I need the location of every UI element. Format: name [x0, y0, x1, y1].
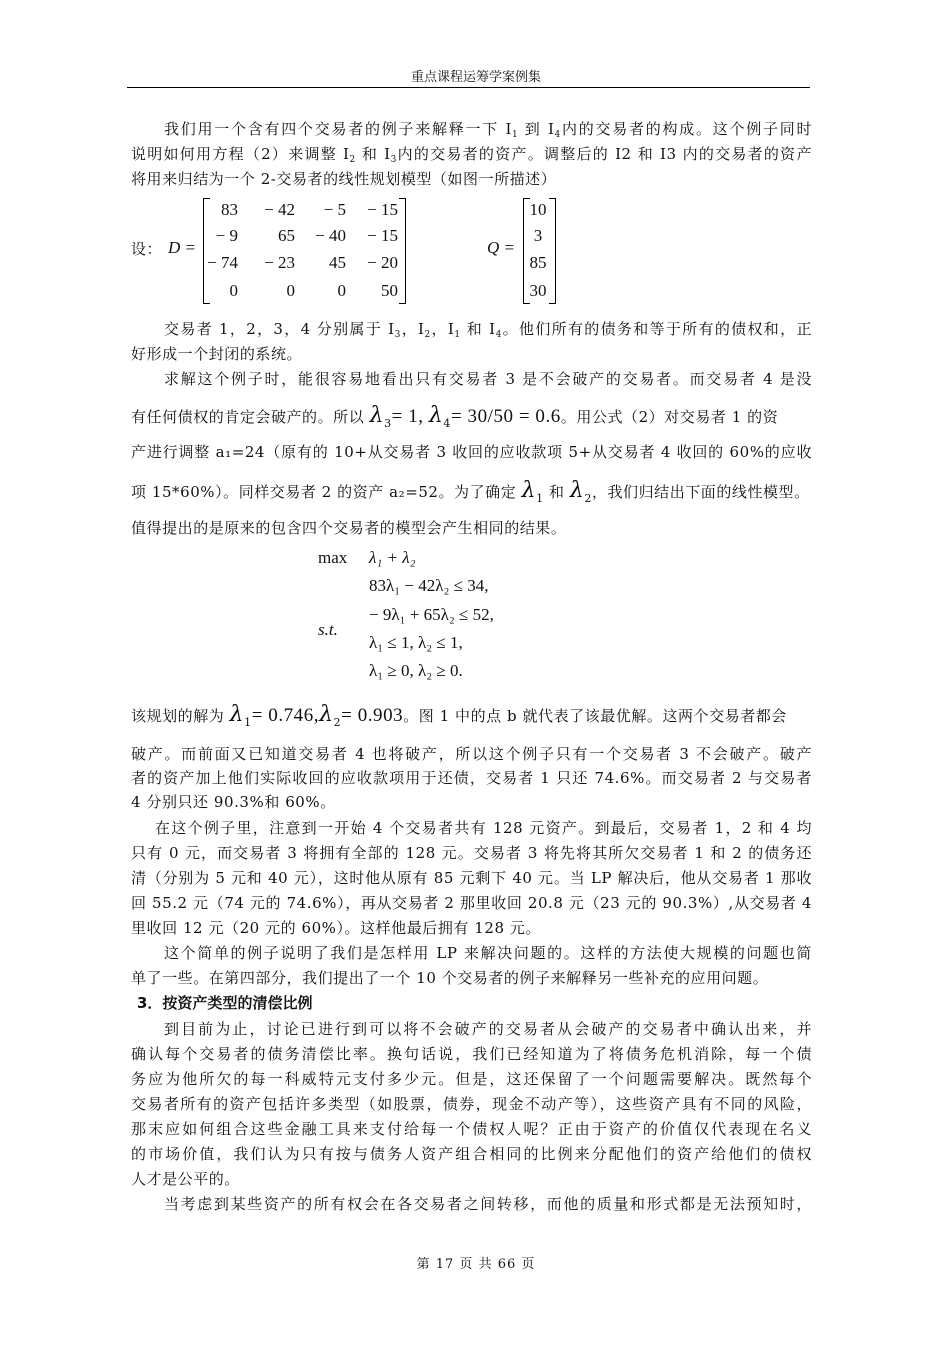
- text: 项 15*60%）。同样交易者 2 的资产 a₂=52。为了确定: [131, 483, 517, 501]
- text: 。他们所有的债务和等于所有的债权和，正: [501, 320, 812, 338]
- math: = 0.746,: [251, 705, 320, 726]
- para1-line3: 将用来归结为一个 2-交易者的线性规划模型（如图一所描述）: [131, 170, 557, 188]
- text: 内的交易者的构成。这个例子同时: [560, 120, 812, 138]
- text: ，I: [400, 320, 425, 338]
- d-label: D =: [168, 238, 196, 257]
- para4-line3: 者的资产加上他们实际收回的应收款项用于还债，交易者 1 只还 74.6%。而交易者 2 与交易者: [131, 769, 812, 787]
- d-matrix-cell: − 20: [367, 253, 398, 272]
- subscript: 4: [495, 330, 502, 340]
- subscript: 1: [454, 330, 461, 340]
- text: 。图 1 中的点 b 就代表了该最优解。这两个交易者都会: [403, 707, 787, 725]
- para7-line6: 的市场价值，我们认为只有按与债务人资产组合相同的比例来分配他们的资产给他们的债权: [131, 1145, 812, 1163]
- subscript: 3: [390, 155, 397, 165]
- para3-line5: 值得提出的是原来的包含四个交易者的模型会产生相同的结果。: [131, 519, 567, 537]
- text: 。用公式（2）对交易者 1 的资: [560, 408, 779, 426]
- para7-line3: 务应为他所欠的每一科威特元支付多少元。但是，这还保留了一个问题需要解决。既然每个: [131, 1070, 812, 1088]
- lp-constraint: 83λ₁ − 42λ₂ ≤ 34,: [369, 576, 489, 595]
- para4-line2: 破产。而前面又已知道交易者 4 也将破产，所以这个例子只有一个交易者 3 不会破产。破产: [131, 745, 812, 763]
- para5-line5: 里收回 12 元（20 元的 60%）。这样他最后拥有 128 元。: [131, 919, 541, 937]
- lp-constraint: − 9λ₁ + 65λ₂ ≤ 52,: [369, 605, 494, 624]
- math: = 1,: [391, 406, 424, 427]
- d-matrix-cell: 0: [229, 281, 238, 300]
- d-matrix-cell: − 40: [315, 226, 346, 245]
- text: ，I: [430, 320, 455, 338]
- para4-line4: 4 分别只还 90.3%和 60%。: [131, 793, 336, 811]
- para5-line4: 回 55.2 元（74 元的 74.6%），再从交易者 2 那里收回 20.8 元（23 元的 90.3%）,从交易者 4: [131, 894, 812, 912]
- para3-line3: 产进行调整 a₁=24（原有的 10+从交易者 3 收回的应收款项 5+从交易者 4 收回的 60%的应收: [131, 443, 812, 461]
- lp-st: s.t.: [318, 620, 338, 639]
- lp-constraint: λ₁ ≤ 1, λ₂ ≤ 1,: [369, 633, 463, 652]
- q-right-bracket: [549, 198, 556, 304]
- subscript: 1: [244, 716, 252, 729]
- para8-line1: 当考虑到某些资产的所有权会在各交易者之间转移，而他的质量和形式都是无法预知时，: [164, 1195, 812, 1213]
- d-matrix-cell: 50: [381, 281, 398, 300]
- lambda1-symbol: $\lambda_1$: [521, 478, 544, 505]
- subscript: 2: [584, 492, 592, 505]
- text: 说明如何用方程（2）来调整 I: [131, 145, 350, 163]
- d-matrix-cell: 0: [337, 281, 346, 300]
- subscript: 4: [554, 130, 561, 140]
- lambda2-symbol: $\lambda_2$: [569, 478, 592, 505]
- d-matrix-cell: 45: [329, 253, 346, 272]
- text: 该规划的解为: [131, 707, 225, 725]
- para2-line1: [164, 318, 812, 340]
- d-matrix-cell: − 5: [323, 200, 346, 219]
- subscript: 1: [536, 492, 544, 505]
- q-matrix-cell: 3: [533, 226, 543, 245]
- d-matrix-cell: 65: [278, 226, 295, 245]
- para7-line2: 确认每个交易者的债务清偿比率。换句话说，我们已经知道为了将债务危机消除，每一个债: [131, 1045, 812, 1063]
- d-matrix-cell: − 42: [264, 200, 295, 219]
- d-matrix-cell: − 23: [264, 253, 295, 272]
- math: = 30/50 = 0.6: [450, 406, 561, 427]
- d-matrix-cell: 83: [221, 200, 238, 219]
- lp-max: max: [318, 548, 348, 567]
- d-matrix-cell: − 9: [215, 226, 238, 245]
- subscript: 3: [384, 417, 392, 430]
- text: 交易者 1，2，3，4 分别属于 I: [164, 320, 395, 338]
- page-footer: 第 17 页 共 66 页: [416, 1257, 536, 1272]
- text: 和 I: [460, 320, 496, 338]
- para1-line1: [164, 118, 812, 140]
- lp-constraint: λ₁ ≥ 0, λ₂ ≥ 0.: [369, 661, 463, 680]
- d-matrix-cell: 0: [286, 281, 295, 300]
- para2-line2: 好形成一个封闭的系统。: [131, 345, 303, 363]
- lambda4-symbol: $\lambda_4$: [428, 403, 451, 430]
- para5-line1: 在这个例子里，注意到一开始 4 个交易者共有 128 元资产。到最后，交易者 1，2 和 4 均: [155, 819, 812, 837]
- para7-line5: 那末应如何组合这些金融工具来支付给每一个债权人呢？正由于资产的价值仅代表现在名义: [131, 1120, 812, 1138]
- subscript: 1: [511, 130, 519, 140]
- para5-line3: 清（分别为 5 元和 40 元），这时他从原有 85 元剩下 40 元。当 LP 解决后，他从交易者 1 那收: [131, 869, 812, 887]
- lambda3-symbol: $\lambda_3$: [369, 403, 392, 430]
- math: = 0.903: [341, 705, 404, 726]
- text: 有任何债权的肯定会破产的。所以: [131, 408, 365, 426]
- header-title: 重点课程运筹学案例集: [410, 70, 541, 85]
- para3-line4: [131, 476, 812, 514]
- lambda2-symbol: $\lambda_2$: [319, 702, 342, 729]
- text: 内的交易者的资产。调整后的 I2 和 I3 内的交易者的资产: [396, 145, 812, 163]
- subscript: 2: [333, 716, 342, 729]
- para4-line1: [131, 700, 812, 738]
- q-matrix-cell: 85: [529, 253, 547, 272]
- text: 我们用一个含有四个交易者的例子来解释一下 I: [164, 120, 512, 138]
- subscript: 3: [394, 330, 401, 340]
- para3-line2: [131, 401, 812, 439]
- q-matrix-cell: 30: [529, 281, 547, 300]
- header-rule: [127, 87, 810, 88]
- subscript: 4: [443, 417, 451, 430]
- d-matrix-cell: − 15: [367, 200, 398, 219]
- section-heading: 3．按资产类型的清偿比例: [137, 994, 313, 1012]
- text: ，我们归结出下面的线性模型。: [591, 483, 810, 501]
- d-matrix-cell: − 74: [207, 253, 238, 272]
- para1-line2: [131, 143, 812, 165]
- para6-line2: 单了一些。在第四部分，我们提出了一个 10 个交易者的例子来解释另一些补充的应用问题。: [131, 969, 769, 987]
- text: 和: [548, 483, 565, 501]
- lp-objective: λ₁ + λ₂: [369, 548, 416, 567]
- q-label: Q =: [487, 238, 515, 257]
- para3-line1: 求解这个例子时，能很容易地看出只有交易者 3 是不会破产的交易者。而交易者 4 是没: [164, 370, 812, 388]
- q-matrix-cell: 10: [529, 200, 547, 219]
- para7-line4: 交易者所有的资产包括许多类型（如股票，债券，现金不动产等），这些资产具有不同的风险，: [131, 1095, 812, 1113]
- para5-line2: 只有 0 元，而交易者 3 将拥有全部的 128 元。交易者 3 将先将其所欠交易者 1 和 2 的债务还: [131, 844, 812, 862]
- text: 到 I: [524, 120, 555, 138]
- d-matrix-cell: − 15: [367, 226, 398, 245]
- set-label: 设：: [131, 240, 163, 258]
- para7-line1: 到目前为止，讨论已进行到可以将不会破产的交易者从会破产的交易者中确认出来，并: [164, 1020, 812, 1038]
- text: 和 I: [361, 145, 391, 163]
- d-right-bracket: [399, 198, 406, 304]
- para6-line1: 这个简单的例子说明了我们是怎样用 LP 来解决问题的。这样的方法使大规模的问题也简: [164, 944, 812, 962]
- para7-line7: 人才是公平的。: [131, 1170, 240, 1188]
- subscript: 2: [424, 330, 431, 340]
- subscript: 2: [349, 155, 356, 165]
- lambda1-symbol: $\lambda_1$: [229, 702, 252, 729]
